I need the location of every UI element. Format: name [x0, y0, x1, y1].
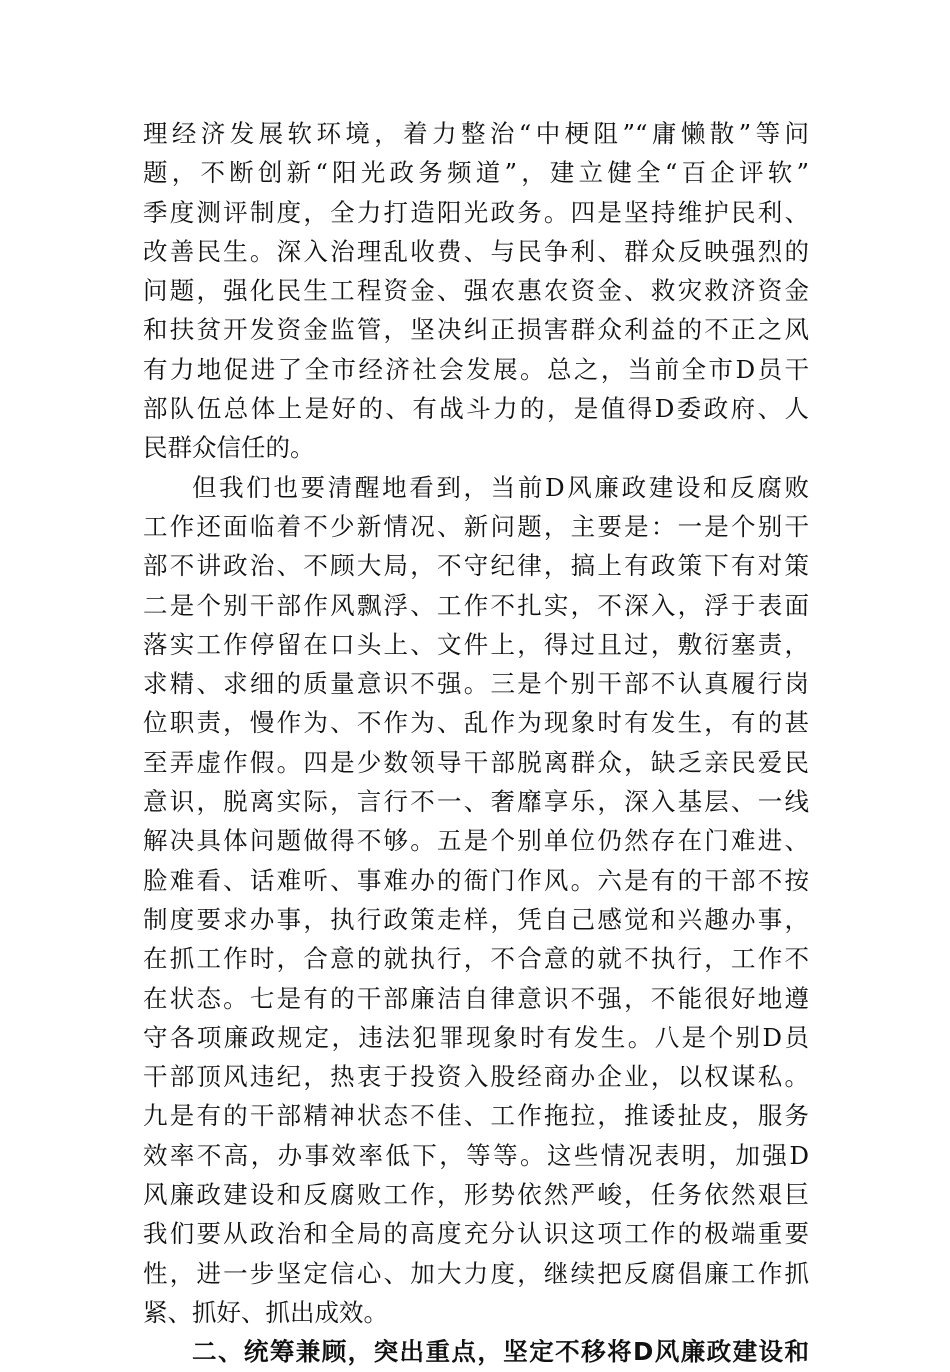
paragraph-line: 至弄虚作假。四是少数领导干部脱离群众，缺乏亲民爱民 [143, 747, 809, 777]
paragraph-line: 九是有的干部精神状态不佳、工作拖拉，推诿扯皮，服务 [143, 1101, 809, 1131]
section-heading: 二、统筹兼顾，突出重点，坚定不移将D风廉政建设和 [192, 1337, 809, 1367]
paragraph-line: 位职责，慢作为、不作为、乱作为现象时有发生，有的甚 [143, 708, 809, 738]
paragraph-line: 改善民生。深入治理乱收费、与民争利、群众反映强烈的 [143, 236, 809, 266]
paragraph-line: 有力地促进了全市经济社会发展。总之，当前全市D员干 [143, 354, 809, 384]
paragraph-line: 工作还面临着不少新情况、新问题，主要是：一是个别干 [143, 511, 809, 541]
document-body [143, 114, 809, 1372]
paragraph-line: 二是个别干部作风飘浮、工作不扎实，不深入，浮于表面 [143, 590, 809, 620]
paragraph-line: 和扶贫开发资金监管，坚决纠正损害群众利益的不正之风 [143, 315, 809, 345]
paragraph-line: 我们要从政治和全局的高度充分认识这项工作的极端重要 [143, 1219, 809, 1249]
paragraph-line: 干部顶风违纪，热衷于投资入股经商办企业，以权谋私。 [143, 1062, 809, 1092]
paragraph-line: 落实工作停留在口头上、文件上，得过且过，敷衍塞责， [143, 629, 809, 659]
paragraph-line: 理经济发展软环境，着力整治“中梗阻”“庸懒散”等问 [143, 119, 809, 148]
paragraph-line: 但我们也要清醒地看到，当前D风廉政建设和反腐败 [192, 472, 809, 502]
paragraph-line: 问题，强化民生工程资金、强农惠农资金、救灾救济资金 [143, 276, 809, 306]
paragraph-line: 制度要求办事，执行政策走样，凭自己感觉和兴趣办事， [143, 904, 809, 934]
paragraph-2 [143, 468, 809, 1333]
paragraph-line: 季度测评制度，全力打造阳光政务。四是坚持维护民利、 [143, 197, 809, 227]
paragraph-line: 求精、求细的质量意识不强。三是个别干部不认真履行岗 [143, 669, 809, 699]
paragraph-line: 在状态。七是有的干部廉洁自律意识不强，不能很好地遵 [143, 983, 809, 1013]
paragraph-line: 守各项廉政规定，违法犯罪现象时有发生。八是个别D员 [143, 1022, 809, 1052]
paragraph-line: 意识，脱离实际，言行不一、奢靡享乐，深入基层、一线 [143, 787, 809, 817]
paragraph-1 [143, 114, 809, 468]
paragraph-line: 性，进一步坚定信心、加大力度，继续把反腐倡廉工作抓 [143, 1258, 809, 1288]
paragraph-line: 部队伍总体上是好的、有战斗力的，是值得D委政府、人 [143, 394, 809, 424]
paragraph-line: 部不讲政治、不顾大局，不守纪律，搞上有政策下有对策 [143, 551, 809, 581]
paragraph-line: 效率不高，办事效率低下，等等。这些情况表明，加强D [143, 1140, 809, 1170]
paragraph-line: 在抓工作时，合意的就执行，不合意的就不执行，工作不 [143, 944, 809, 974]
paragraph-line: 脸难看、话难听、事难办的衙门作风。六是有的干部不按 [143, 865, 809, 895]
paragraph-line: 题，不断创新“阳光政务频道”，建立健全“百企评软” [143, 158, 809, 188]
paragraph-line: 紧、抓好、抓出成效。 [143, 1297, 388, 1327]
paragraph-line: 民群众信任的。 [143, 433, 315, 463]
paragraph-line: 解决具体问题做得不够。五是个别单位仍然存在门难进、 [143, 826, 809, 856]
paragraph-line: 风廉政建设和反腐败工作，形势依然严峻，任务依然艰巨 [143, 1180, 809, 1210]
